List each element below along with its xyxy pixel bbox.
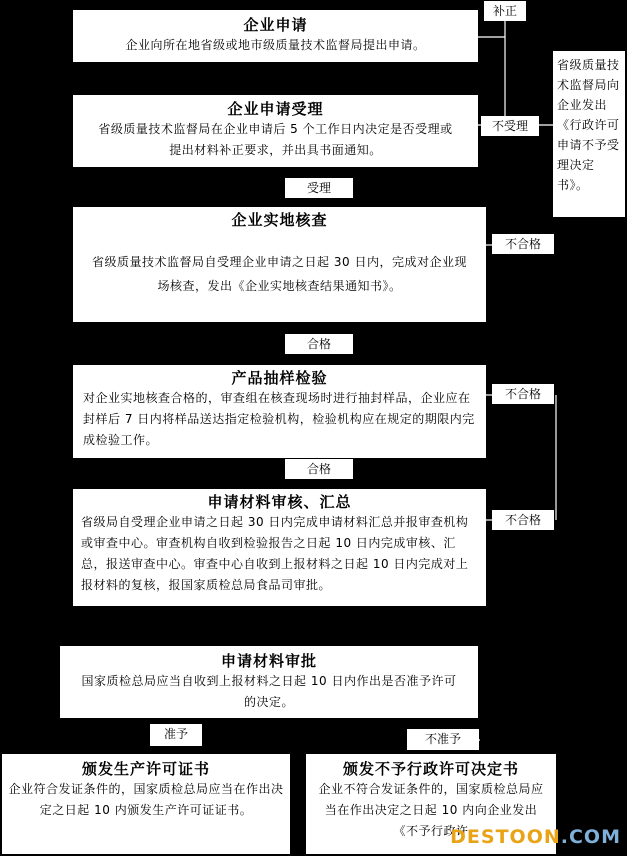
watermark-prefix: DESTOON xyxy=(450,826,561,848)
label-supplement: 补正 xyxy=(484,1,526,21)
step-title: 申请材料审批 xyxy=(220,652,317,670)
step-description: 省级质量技术监督局自受理企业申请之日起 30 日内，完成对企业现场核查，发出《企业实地核查结果通知书》。 xyxy=(92,255,467,293)
step-description: 省级质量技术监督局在企业申请后 5 个工作日内决定是否受理或提出材料补正要求，并出具书面通知。 xyxy=(98,122,453,157)
step-application-acceptance xyxy=(73,95,478,167)
step-description: 国家质检总局应当自收到上报材料之日起 10 日内作出是否准予许可的决定。 xyxy=(81,674,457,709)
step-description: 企业向所在地省级或地市级质量技术监督局提出申请。 xyxy=(125,38,426,52)
label-unqualified: 不合格 xyxy=(492,384,554,404)
step-description: 企业不符合发证条件的，国家质检总局应当在作出决定之日起 10 内向企业发出《不予行政许 xyxy=(318,782,544,838)
step-issue-production-license xyxy=(2,754,290,854)
step-title: 企业申请受理 xyxy=(227,100,324,118)
step-title: 产品抽样检验 xyxy=(231,369,328,387)
step-onsite-inspection xyxy=(73,207,486,322)
label-unqualified: 不合格 xyxy=(492,510,554,530)
site-watermark xyxy=(450,826,621,848)
watermark-suffix: .COM xyxy=(560,826,621,848)
step-title: 颁发生产许可证书 xyxy=(81,760,210,778)
step-description: 对企业实地核查合格的，审查组在核查现场时进行抽封样品，企业应在封样后 7 日内将样品送达指定检验机构，检验机构应在规定的期限内完成检验工作。 xyxy=(83,391,475,447)
step-description: 企业符合发证条件的，国家质检总局应当在作出决定之日起 10 内颁发生产许可证证书。 xyxy=(8,782,284,817)
step-description: 省级局自受理企业申请之日起 30 日内完成申请材料汇总并报审查机构或审查中心。审查机构自收到检验报告之日起 10 日内完成审核、汇总，报送审查中心。审查中心自收到上报材料之日起 10 日内完成对上报材料的复核，报国家质检总局食品司审批。 xyxy=(81,515,469,592)
step-title: 申请材料审核、汇总 xyxy=(207,493,352,511)
step-sampling-inspection xyxy=(73,365,486,458)
label-unqualified: 不合格 xyxy=(492,234,554,254)
label-accepted: 受理 xyxy=(285,178,353,198)
label-qualified: 合格 xyxy=(285,334,353,354)
step-material-review-summary xyxy=(73,489,486,606)
label-qualified: 合格 xyxy=(285,459,353,479)
label-not-accepted: 不受理 xyxy=(481,116,539,136)
label-not-approve: 不准予 xyxy=(407,729,479,750)
step-title: 企业申请 xyxy=(243,16,308,34)
step-enterprise-application xyxy=(73,10,478,62)
step-title: 颁发不予行政许可决定书 xyxy=(342,760,519,778)
step-title: 企业实地核查 xyxy=(231,211,328,229)
side-note-text: 省级质量技术监督局向企业发出《行政许可申请不予受理决定书》。 xyxy=(557,58,620,192)
step-material-approval xyxy=(60,646,478,718)
label-approve: 准予 xyxy=(150,724,202,746)
side-note-rejection-decision xyxy=(553,51,625,217)
